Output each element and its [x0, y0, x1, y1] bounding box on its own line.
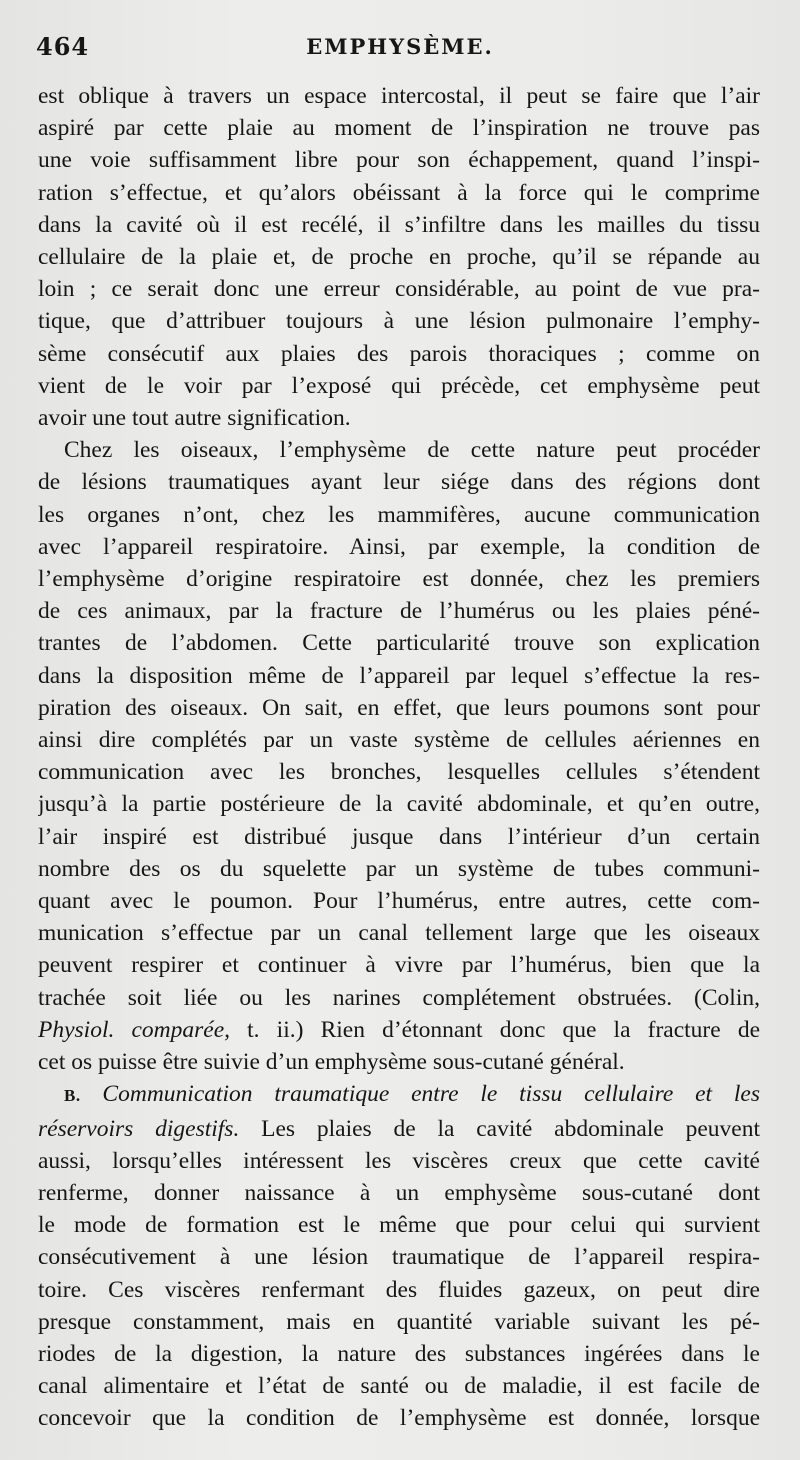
roman-text: les organes n’ont, chez les mammifères, aucune communication	[38, 501, 760, 528]
text-line	[38, 209, 760, 241]
text-line	[38, 1014, 760, 1046]
section-letter: B.	[64, 1086, 81, 1106]
text-line	[38, 1078, 760, 1112]
roman-text: vient de le voir par l’exposé qui précède, cet emphysème peut	[38, 372, 760, 399]
roman-text: trantes de l’abdomen. Cette particularité trouve son explication	[38, 630, 760, 657]
roman-text: riodes de la digestion, la nature des substances ingérées dans le	[38, 1340, 760, 1367]
roman-text: dans la disposition même de l’appareil par lequel s’effectue la res-	[38, 662, 760, 689]
roman-text: une voie suffisamment libre pour son échappement, quand l’inspi-	[38, 147, 760, 174]
text-line	[38, 338, 760, 370]
roman-text: aussi, lorsqu’elles intéressent les viscères creux que cette cavité	[38, 1147, 760, 1174]
roman-text: trachée soit liée ou les narines complétement obstruées. (Colin,	[38, 984, 760, 1011]
text-line	[38, 563, 760, 595]
text-line	[38, 1241, 760, 1273]
roman-text: sème consécutif aux plaies des parois thoraciques ; comme on	[38, 340, 760, 367]
roman-text: piration des oiseaux. On sait, en effet, que leurs poumons sont pour	[38, 694, 760, 721]
roman-text: nombre des os du squelette par un système de tubes communi-	[38, 855, 760, 882]
text-line	[38, 1177, 760, 1209]
roman-text: concevoir que la condition de l’emphysème est donnée, lorsque	[38, 1405, 760, 1432]
italic-text: réservoirs digestifs.	[38, 1115, 240, 1142]
roman-text: avoir une tout autre signification.	[38, 405, 351, 432]
text-line	[38, 80, 760, 112]
text-line	[38, 853, 760, 885]
text-line	[38, 499, 760, 531]
text-line	[38, 144, 760, 176]
roman-text: munication s’effectue par un canal tellement large que les oiseaux	[38, 920, 760, 947]
text-line	[38, 531, 760, 563]
text-line	[38, 305, 760, 337]
roman-text: presque constamment, mais en quantité variable suivant les pé-	[38, 1308, 760, 1335]
text-line	[38, 402, 760, 434]
text-line	[38, 788, 760, 820]
text-line	[38, 1402, 760, 1434]
running-title: EMPHYSÈME.	[306, 34, 494, 59]
text-line	[38, 1306, 760, 1338]
roman-text: dans la cavité où il est recélé, il s’infiltre dans les mailles du tissu	[38, 211, 760, 238]
text-line	[38, 1145, 760, 1177]
roman-text: Chez les oiseaux, l’emphysème de cette nature peut procéder	[64, 437, 760, 464]
roman-text: de ces animaux, par la fracture de l’humérus ou les plaies péné-	[38, 598, 760, 625]
text-line	[38, 917, 760, 949]
text-line	[38, 885, 760, 917]
text-line	[38, 595, 760, 627]
text-line	[38, 1209, 760, 1241]
roman-text: peuvent respirer et continuer à vivre par l’humérus, bien que la	[38, 952, 760, 979]
roman-text: communication avec les bronches, lesquelles cellules s’étendent	[38, 759, 760, 786]
roman-text: quant avec le poumon. Pour l’humérus, entre autres, cette com-	[38, 888, 760, 915]
roman-text: le mode de formation est le même que pour celui qui survient	[38, 1212, 760, 1239]
text-line	[38, 1370, 760, 1402]
text-line	[38, 660, 760, 692]
roman-text: Les plaies de la cavité abdominale peuvent	[239, 1115, 760, 1142]
italic-text: Communication traumatique entre le tissu cellulaire et les	[80, 1081, 760, 1108]
text-line	[38, 434, 760, 466]
text-line	[38, 949, 760, 981]
text-line	[38, 692, 760, 724]
roman-text: ainsi dire complétés par un vaste système de cellules aériennes en	[38, 727, 760, 754]
roman-text: de lésions traumatiques ayant leur siége dans des régions dont	[38, 469, 760, 496]
text-line	[38, 821, 760, 853]
roman-text: aspiré par cette plaie au moment de l’inspiration ne trouve pas	[38, 115, 760, 142]
text-line	[38, 241, 760, 273]
roman-text: cellulaire de la plaie et, de proche en proche, qu’il se répande au	[38, 244, 760, 271]
roman-text: cet os puisse être suivie d’un emphysème sous-cutané général.	[38, 1049, 625, 1076]
body-text	[38, 80, 760, 1435]
roman-text: avec l’appareil respiratoire. Ainsi, par exemple, la condition de	[38, 533, 760, 560]
page-header	[36, 28, 764, 68]
roman-text: toire. Ces viscères renfermant des fluides gazeux, on peut dire	[38, 1276, 760, 1303]
text-line	[38, 982, 760, 1014]
text-line	[38, 177, 760, 209]
text-line	[38, 112, 760, 144]
roman-text: canal alimentaire et l’état de santé ou de maladie, il est facile de	[38, 1373, 760, 1400]
roman-text: renferme, donner naissance à un emphysème sous-cutané dont	[38, 1179, 760, 1206]
text-line	[38, 1113, 760, 1145]
text-line	[38, 273, 760, 305]
text-line	[38, 1274, 760, 1306]
text-line	[38, 370, 760, 402]
text-line	[38, 1338, 760, 1370]
roman-text: ration s’effectue, et qu’alors obéissant à la force qui le comprime	[38, 179, 760, 206]
page-number: 464	[36, 32, 90, 61]
text-line	[38, 1046, 760, 1078]
roman-text: l’emphysème d’origine respiratoire est donnée, chez les premiers	[38, 566, 760, 593]
roman-text: consécutivement à une lésion traumatique de l’appareil respira-	[38, 1244, 760, 1271]
text-line	[38, 756, 760, 788]
text-line	[38, 724, 760, 756]
roman-text: est oblique à travers un espace intercostal, il peut se faire que l’air	[38, 83, 760, 109]
text-line	[38, 466, 760, 498]
roman-text: t. ii.) Rien d’étonnant donc que la fracture de	[230, 1016, 760, 1043]
text-line	[38, 627, 760, 659]
roman-text: loin ; ce serait donc une erreur considérable, au point de vue pra-	[38, 276, 760, 303]
roman-text: jusqu’à la partie postérieure de la cavité abdominale, et qu’en outre,	[38, 791, 760, 818]
roman-text: tique, que d’attribuer toujours à une lésion pulmonaire l’emphy-	[38, 308, 760, 335]
roman-text: l’air inspiré est distribué jusque dans l’intérieur d’un certain	[38, 823, 760, 850]
italic-text: Physiol. comparée,	[38, 1016, 231, 1043]
